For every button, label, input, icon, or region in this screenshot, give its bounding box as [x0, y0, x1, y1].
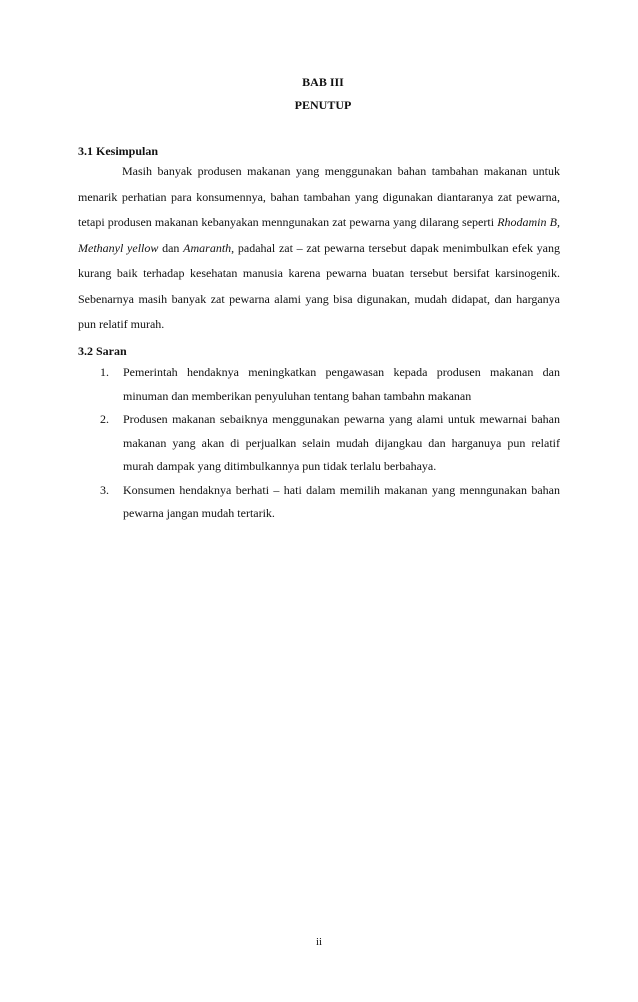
kesimpulan-text-3: , padahal zat – zat pewarna tersebut dapak menimbulkan efek yang kurang baik terhadap kesehatan manusia karena pewarna buatan tersebut bersifat karsinogenik. Sebenarnya masih banyak zat pewarna alami yang bisa digunakan, mudah didapat, dan harganya pun relatif murah. — [78, 240, 561, 331]
chapter-number: BAB III — [302, 75, 344, 89]
kesimpulan-italic-1: Rhodamin B, Methanyl yellow — [78, 215, 560, 255]
kesimpulan-text-2: dan — [158, 240, 184, 255]
section-heading-kesimpulan: 3.1 Kesimpulan — [78, 144, 159, 158]
list-item-text: Pemerintah hendaknya meningkatkan pengawasan kepada produsen makanan dan minuman dan memberikan penyuluhan tentang bahan tambahn makanan — [123, 365, 560, 403]
list-item — [78, 361, 560, 408]
list-item-number: 1. — [100, 365, 109, 379]
kesimpulan-italic-2: Amaranth — [183, 240, 232, 255]
section-heading-saran: 3.2 Saran — [78, 344, 127, 358]
list-item-number: 2. — [100, 412, 109, 426]
kesimpulan-text-1: Masih banyak produsen makanan yang menggunakan bahan tambahan makanan untuk menarik perhatian para konsumennya, bahan tambahan yang digunakan diantaranya zat pewarna, tetapi produsen makanan kebanyakan menngunakan zat pewarna yang dilarang seperti — [78, 164, 560, 229]
chapter-title: PENUTUP — [294, 98, 352, 112]
list-item — [78, 408, 560, 479]
list-item-text: Produsen makanan sebaiknya menggunakan pewarna yang alami untuk mewarnai bahan makanan yang akan di perjualkan selain mudah dijangkau dan harganuya pun relatif murah dampak yang ditimbulkannya pun tidak terlalu berbahaya. — [123, 412, 560, 473]
list-item-number: 3. — [100, 482, 109, 497]
saran-list — [78, 361, 560, 526]
list-item-text: Konsumen hendaknya berhati – hati dalam memilih makanan yang menngunakan bahan pewarna jangan mudah tertarik. — [123, 482, 560, 520]
page-number: ii — [315, 936, 323, 948]
list-item — [78, 479, 560, 526]
kesimpulan-paragraph — [78, 159, 560, 338]
